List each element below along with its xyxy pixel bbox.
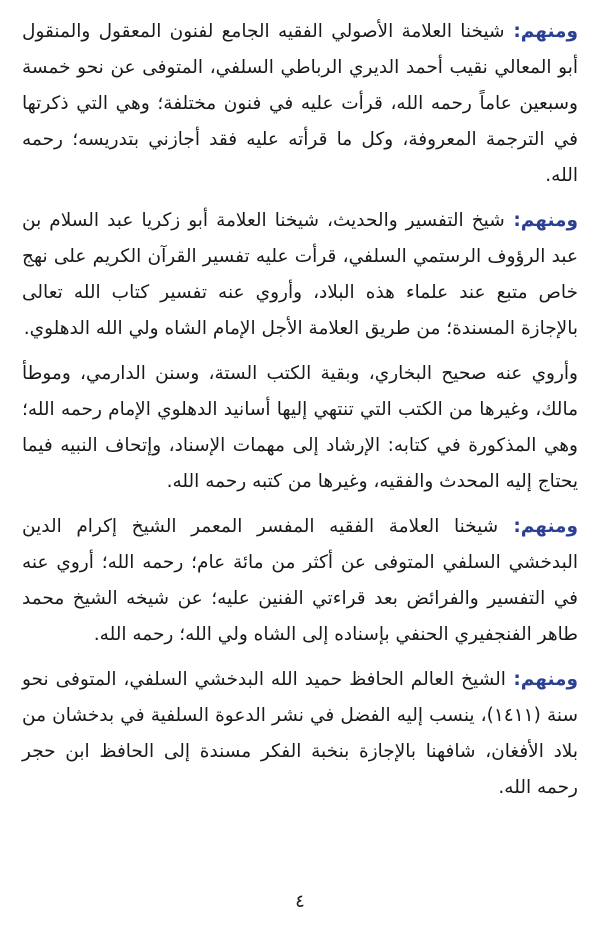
paragraph-riwaya xyxy=(22,356,578,500)
paragraph-rustami xyxy=(22,203,578,347)
paragraph-lead: ومنهم: xyxy=(504,210,578,231)
paragraph-text: شيخنا العلامة الأصولي الفقيه الجامع لفنون المعقول والمنقول أبو المعالي نقيب أحمد الديري الرباطي السلفي، المتوفى عن نحو خمسة وسبعين عاماً رحمه الله، قرأت عليه في فنون مختلفة؛ وهي التي ذكرتها في الترجمة المعروفة، وكل ما قرأته عليه فقد أجازني بتدريسه؛ رحمه الله. xyxy=(22,21,578,186)
paragraph-text: الشيخ العالم الحافظ حميد الله البدخشي السلفي، المتوفى نحو سنة (١٤١١)، ينسب إليه الفضل في نشر الدعوة السلفية في بدخشان من بلاد الأفغان، شافهنا بالإجازة بنخبة الفكر مسندة إلى الحافظ ابن حجر رحمه الله. xyxy=(22,669,578,798)
paragraph-text: وأروي عنه صحيح البخاري، وبقية الكتب الستة، وسنن الدارمي، وموطأ مالك، وغيرها من الكتب التي تنتهي إليها أسانيد الدهلوي الإمام رحمه الله؛ وهي المذكورة في كتابه: الإرشاد إلى مهمات الإسناد، وإتحاف النبيه فيما يحتاج إليه المحدث والفقيه، وغيرها من كتبه رحمه الله. xyxy=(22,363,578,492)
paragraph-text: شيخنا العلامة الفقيه المفسر المعمر الشيخ إكرام الدين البدخشي السلفي المتوفى عن أكثر من مائة عام؛ رحمه الله؛ أروي عنه في التفسير والفرائض بعد قراءتي الفنين عليه؛ عن شيخه الشيخ محمد طاهر الفنجفيري الحنفي بإسناده إلى الشاه ولي الله؛ رحمه الله. xyxy=(22,516,578,645)
document-page xyxy=(18,14,582,918)
paragraph-ikram-aldin xyxy=(22,509,578,653)
text-column xyxy=(18,14,582,806)
paragraph-lead: ومنهم: xyxy=(505,669,578,690)
paragraph-lead: ومنهم: xyxy=(504,21,578,42)
paragraph-naqib-ahmad xyxy=(22,14,578,194)
paragraph-hamidullah xyxy=(22,662,578,806)
paragraph-text: شيخ التفسير والحديث، شيخنا العلامة أبو زكريا عبد السلام بن عبد الرؤوف الرستمي السلفي، قرأت عليه تفسير القرآن الكريم على نهج خاص متبع عند علماء هذه البلاد، وأروي عنه تفسير كتاب الله تعالى بالإجازة المسندة؛ من طريق العلامة الأجل الإمام الشاه ولي الله الدهلوي. xyxy=(22,210,578,339)
paragraph-lead: ومنهم: xyxy=(498,516,578,537)
page-number: ٤ xyxy=(295,891,305,912)
